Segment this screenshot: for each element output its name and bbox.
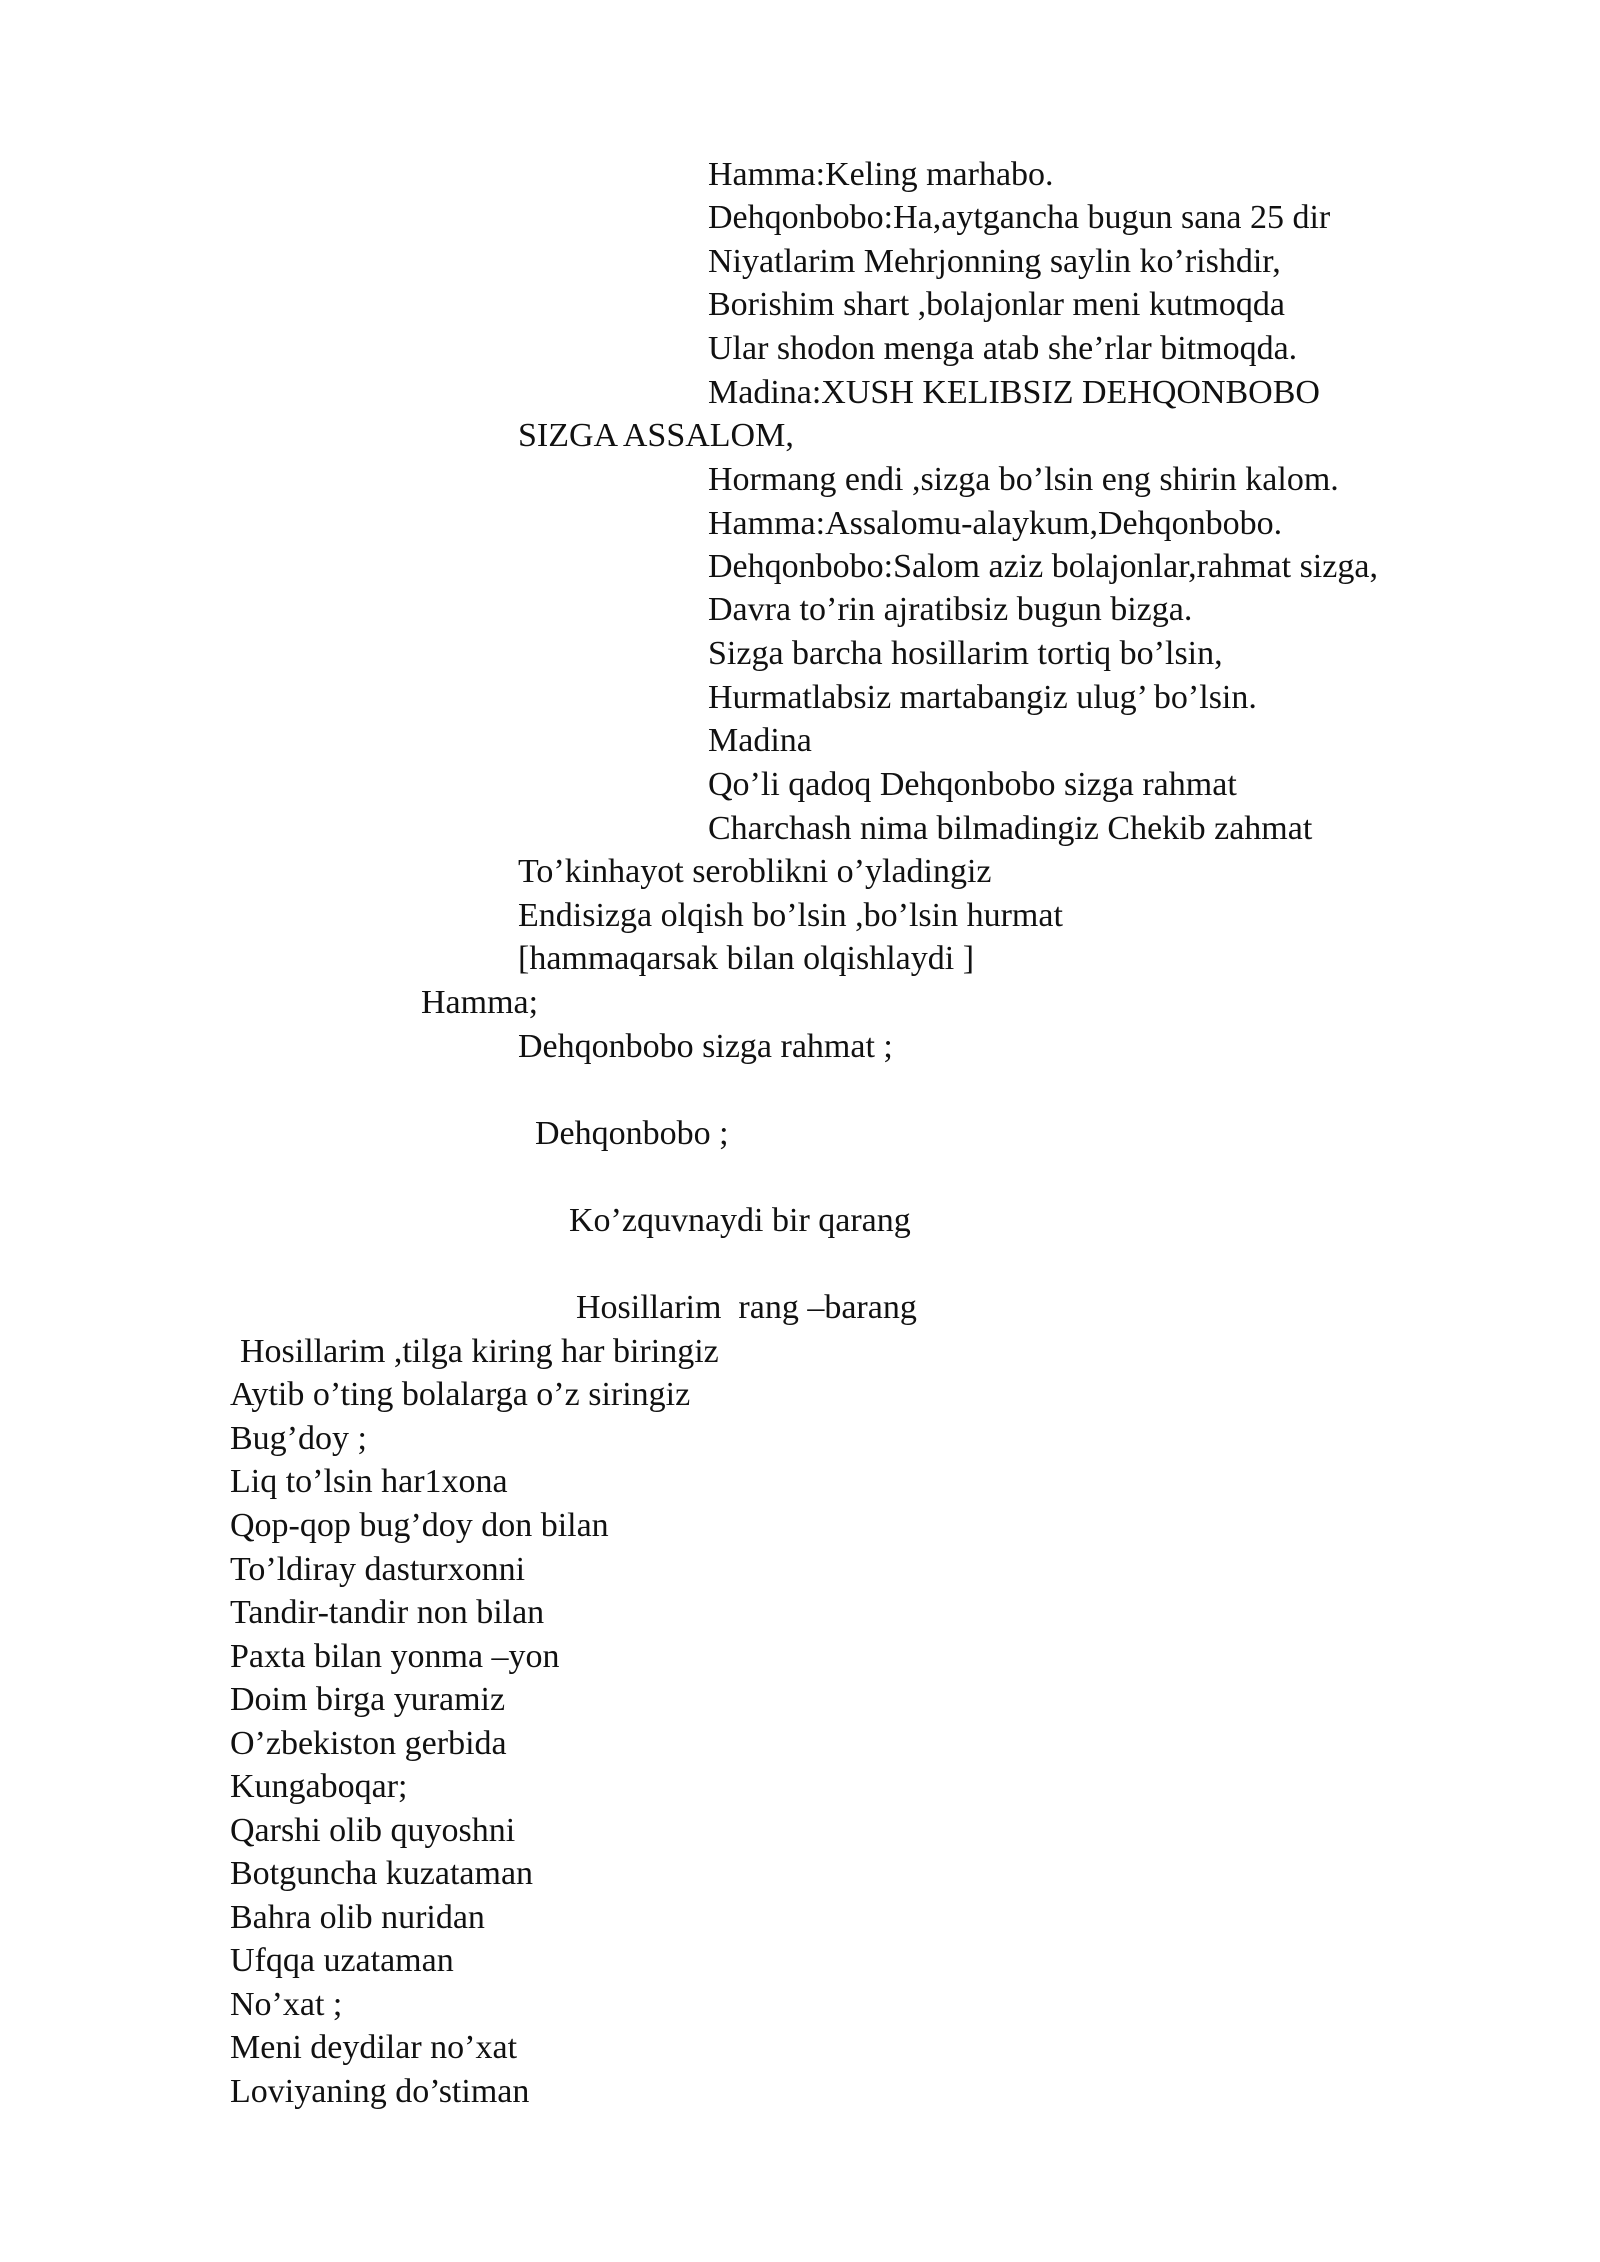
text-line: O’zbekiston gerbida	[230, 1725, 507, 1762]
text-line: Kungaboqar;	[230, 1768, 408, 1805]
text-line: Hosillarim ,tilga kiring har biringiz	[240, 1333, 719, 1370]
text-line: No’xat ;	[230, 1986, 343, 2023]
text-line: Aytib o’ting bolalarga o’z siringiz	[230, 1376, 691, 1413]
text-line: [hammaqarsak bilan olqishlaydi ]	[518, 940, 975, 977]
text-line: Sizga barcha hosillarim tortiq bo’lsin,	[708, 635, 1223, 672]
text-line: Ular shodon menga atab she’rlar bitmoqda.	[708, 330, 1298, 367]
text-line: Madina:XUSH KELIBSIZ DEHQONBOBO	[708, 374, 1320, 411]
text-line: Hamma;	[421, 984, 539, 1021]
text-line: Ko’zquvnaydi bir qarang	[569, 1202, 911, 1239]
text-line: Hosillarim rang –barang	[576, 1289, 917, 1326]
text-line: Hormang endi ,sizga bo’lsin eng shirin kalom.	[708, 461, 1339, 498]
text-line: Endisizga olqish bo’lsin ,bo’lsin hurmat	[518, 897, 1063, 934]
text-line: Niyatlarim Mehrjonning saylin ko’rishdir,	[708, 243, 1281, 280]
text-line: To’ldiray dasturxonni	[230, 1551, 526, 1588]
text-line: Dehqonbobo:Salom aziz bolajonlar,rahmat sizga,	[708, 548, 1378, 585]
text-line: Bahra olib nuridan	[230, 1899, 485, 1936]
text-line: Hurmatlabsiz martabangiz ulug’ bo’lsin.	[708, 679, 1257, 716]
text-line: Qo’li qadoq Dehqonbobo sizga rahmat	[708, 766, 1237, 803]
text-line: Meni deydilar no’xat	[230, 2029, 518, 2066]
text-line: Doim birga yuramiz	[230, 1681, 506, 1718]
text-line: Liq to’lsin har1xona	[230, 1463, 508, 1500]
text-line: Dehqonbobo ;	[535, 1115, 729, 1152]
text-line: Charchash nima bilmadingiz Chekib zahmat	[708, 810, 1313, 847]
text-line: Hamma:Assalomu-alaykum,Dehqonbobo.	[708, 505, 1283, 542]
text-line: SIZGA ASSALOM,	[518, 417, 794, 454]
text-line: Loviyaning do’stiman	[230, 2073, 530, 2110]
text-line: Borishim shart ,bolajonlar meni kutmoqda	[708, 286, 1285, 323]
text-line: Hamma:Keling marhabo.	[708, 156, 1054, 193]
text-line: Dehqonbobo sizga rahmat ;	[518, 1028, 893, 1065]
text-line: Davra to’rin ajratibsiz bugun bizga.	[708, 591, 1193, 628]
text-line: Madina	[708, 722, 812, 759]
text-line: Qop-qop bug’doy don bilan	[230, 1507, 609, 1544]
text-line: To’kinhayot seroblikni o’yladingiz	[518, 853, 992, 890]
text-line: Dehqonbobo:Ha,aytgancha bugun sana 25 dir	[708, 199, 1331, 236]
text-line: Tandir-tandir non bilan	[230, 1594, 545, 1631]
text-line: Bug’doy ;	[230, 1420, 367, 1457]
text-line: Botguncha kuzataman	[230, 1855, 534, 1892]
text-line: Ufqqa uzataman	[230, 1942, 454, 1979]
text-line: Qarshi olib quyoshni	[230, 1812, 516, 1849]
text-line: Paxta bilan yonma –yon	[230, 1638, 560, 1675]
